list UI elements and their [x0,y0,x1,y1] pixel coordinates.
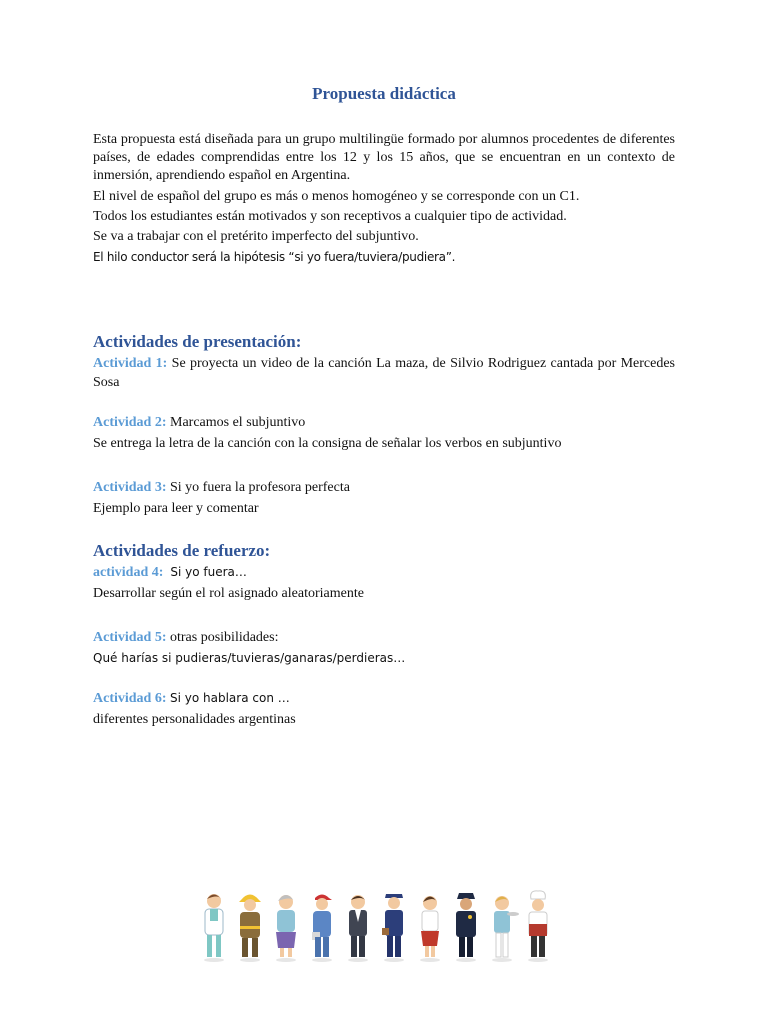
activity-detail: Desarrollar según el rol asignado aleatoriamente [93,586,364,601]
activity-detail: Se entrega la letra de la canción con la consigna de señalar los verbos en subjuntivo [93,436,562,451]
firefighter-figure [239,895,261,963]
intro-paragraph: El hilo conductor será la hipótesis “si yo fuera/tuviera/pudiera”. [93,250,456,264]
activity-label: actividad 4: [93,565,164,580]
activity-title: Si yo fuera la profesora perfecta [170,480,350,495]
activity-title: Si yo fuera… [170,565,247,579]
businessman-figure [348,895,368,962]
activity-1 [93,354,675,392]
intro-paragraph: El nivel de español del grupo es más o menos homogéneo y se corresponde con un C1. [93,189,580,204]
flight-attendant-figure [420,896,440,962]
activity-detail: diferentes personalidades argentinas [93,712,296,727]
activity-5 [93,628,675,668]
intro-paragraphs [93,131,675,269]
mechanic-figure [312,895,332,963]
pilot-figure [382,894,404,962]
intro-paragraph: Esta propuesta está diseñada para un grupo multilingüe formado por alumnos procedentes de diferentes países, de edades comprendidas entre los 12 y los 15 años, que se encuentran en un contexto de inmersión, aprendiendo español en Argentina. [93,132,675,183]
doctor-figure [204,894,224,962]
activity-title: Marcamos el subjuntivo [170,415,306,430]
activity-title: Si yo hablara con … [170,691,290,705]
activity-label: Actividad 5: [93,630,167,645]
activity-4 [93,563,675,603]
activity-label: Actividad 6: [93,691,167,706]
police-officer-figure [456,893,476,962]
nurse-figure [276,895,296,962]
activity-label: Actividad 1: [93,356,168,371]
activity-label: Actividad 3: [93,480,167,495]
activity-detail: Ejemplo para leer y comentar [93,501,259,516]
activity-3 [93,478,675,518]
activity-2 [93,413,675,453]
activity-label: Actividad 2: [93,415,167,430]
activity-detail: Qué harías si pudieras/tuvieras/ganaras/perdieras… [93,651,406,665]
activity-6 [93,689,675,729]
intro-paragraph: Se va a trabajar con el pretérito imperfecto del subjuntivo. [93,229,419,244]
page-title: Propuesta didáctica [312,84,456,103]
section-heading-presentation: Actividades de presentación: [93,332,302,351]
chef-figure [528,891,548,962]
activity-title: Se proyecta un video de la canción La maza, de Silvio Rodriguez cantada por Mercedes Sosa [93,356,675,390]
intro-paragraph: Todos los estudiantes están motivados y son receptivos a cualquier tipo de actividad. [93,209,567,224]
people-professions-illustration [200,890,566,962]
section-heading-reinforcement: Actividades de refuerzo: [93,541,271,560]
activity-title: otras posibilidades: [170,630,279,645]
waitress-figure [492,896,519,962]
